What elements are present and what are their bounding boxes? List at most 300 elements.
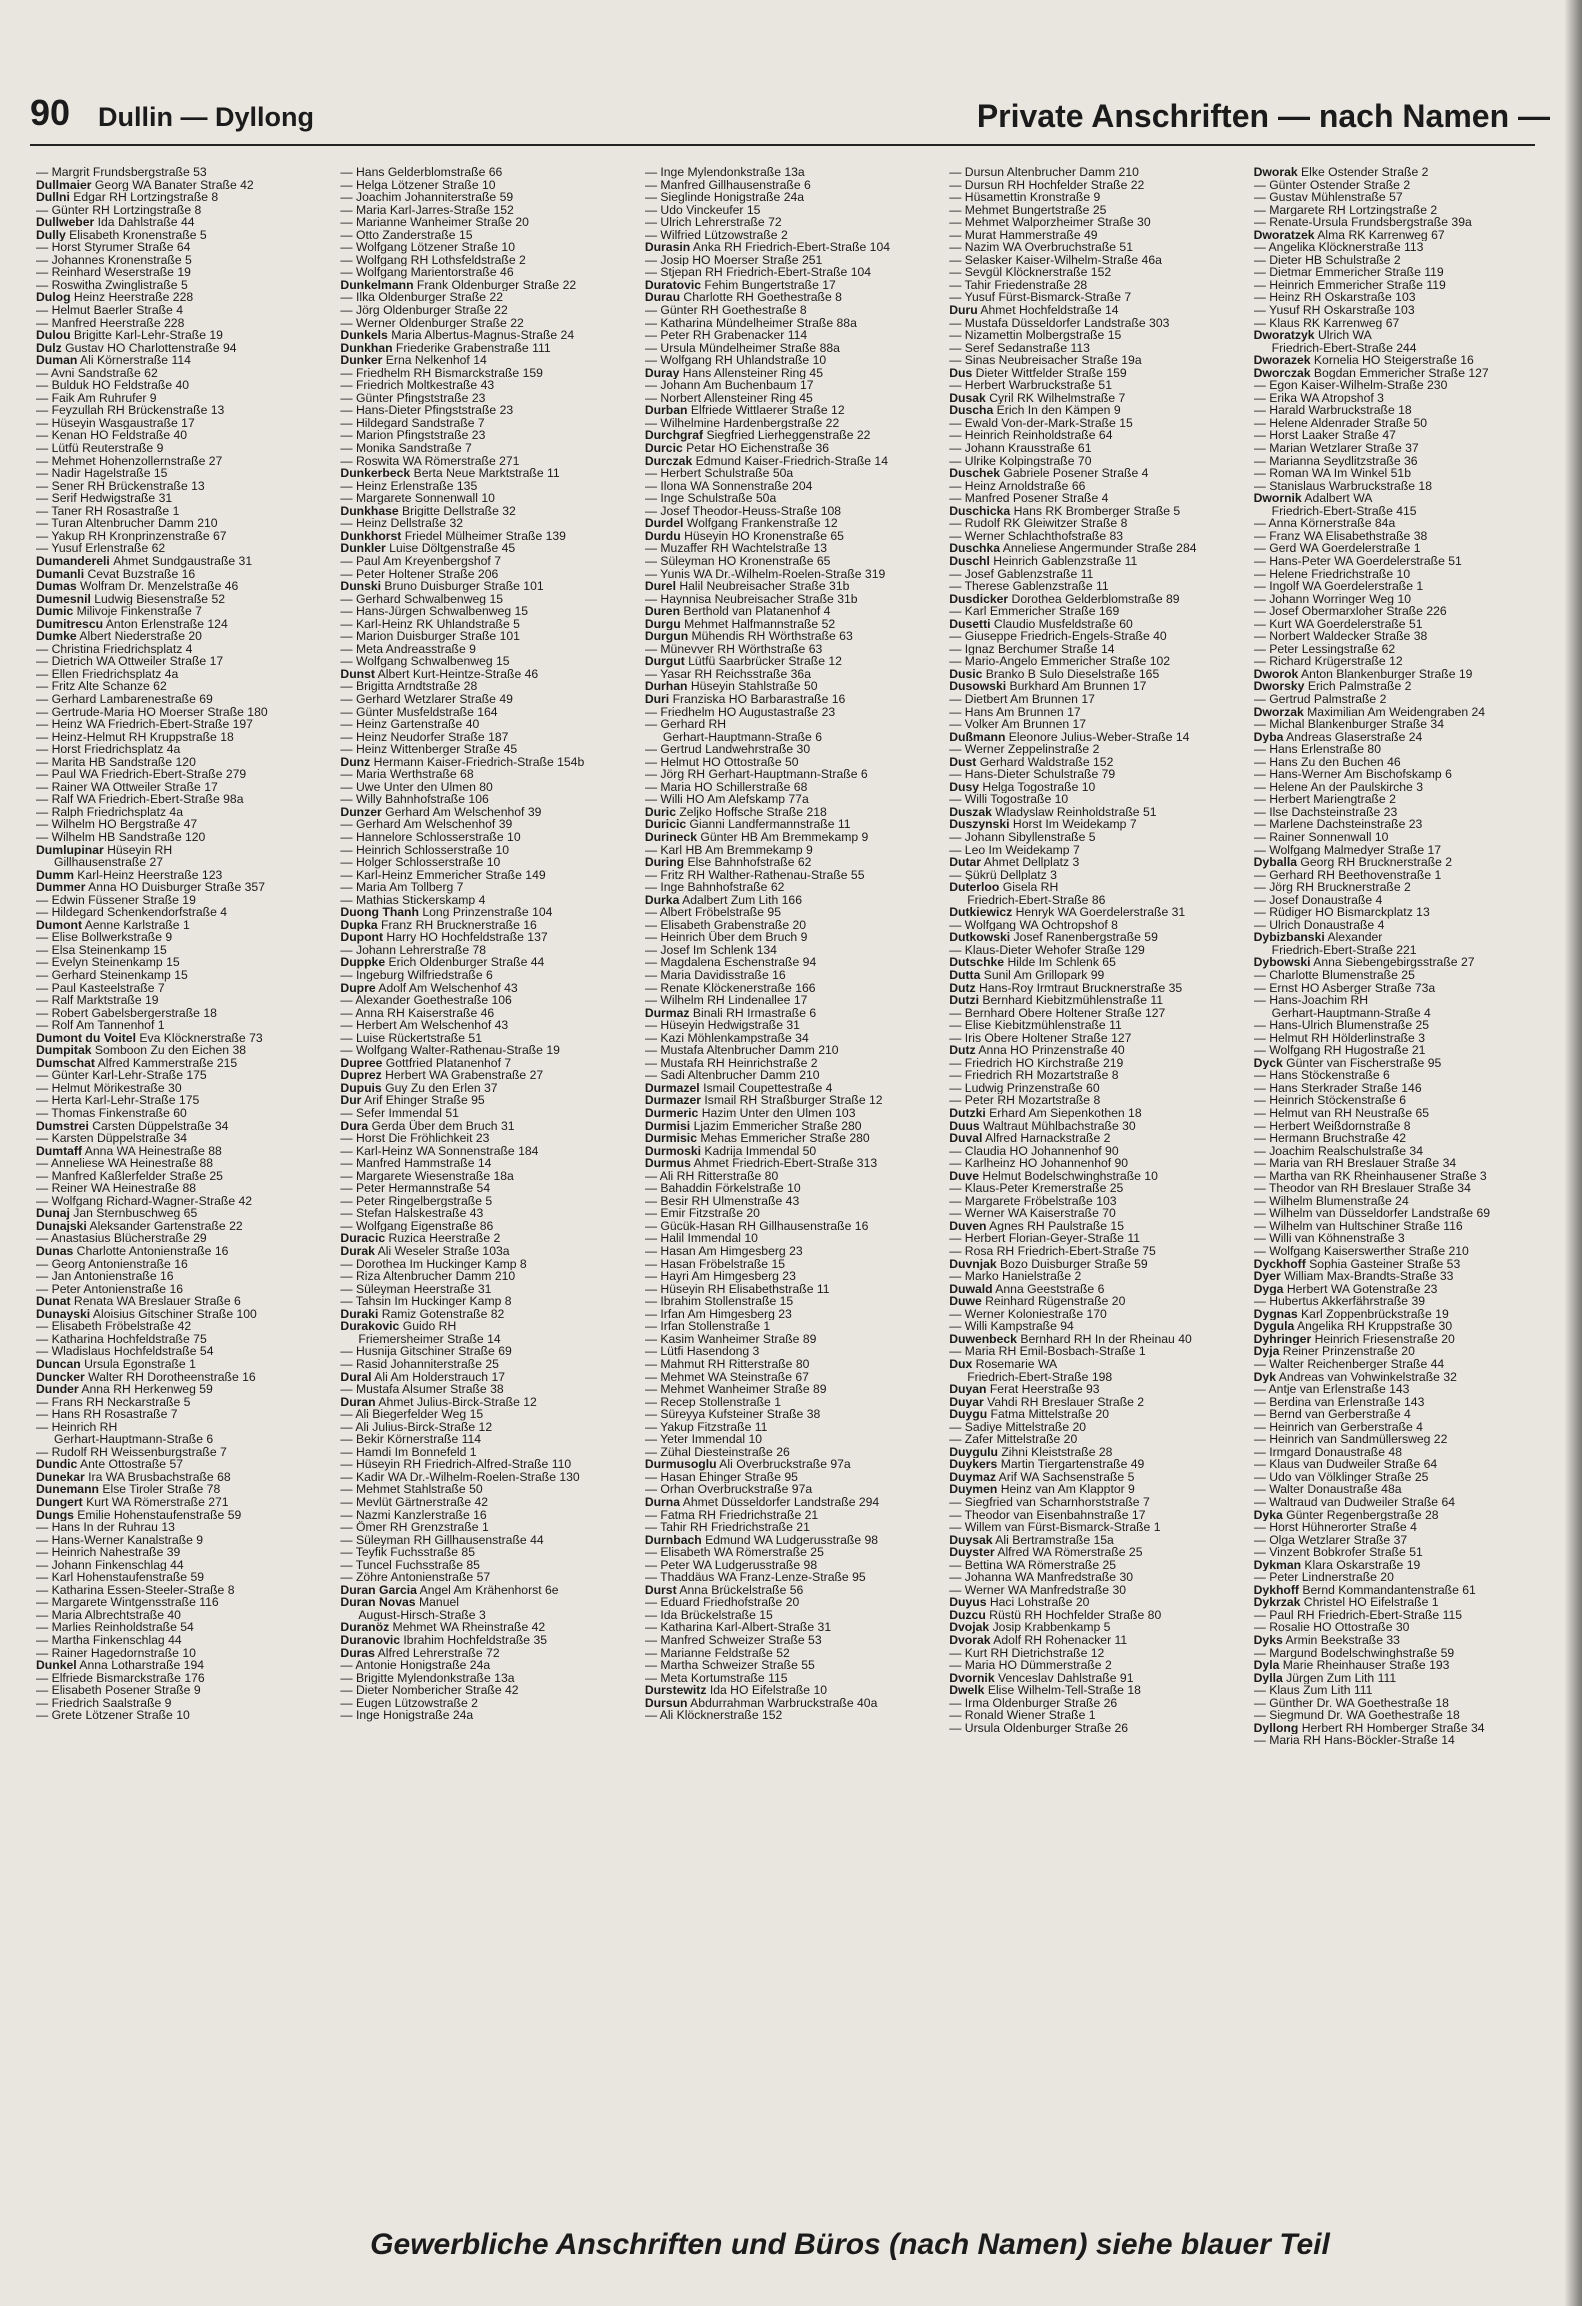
directory-entry (645, 329, 937, 342)
directory-entry (645, 1596, 937, 1609)
directory-entry (645, 1069, 937, 1082)
directory-entry (645, 266, 937, 279)
directory-entry (949, 354, 1241, 367)
repeat-dash: — (644, 1194, 661, 1208)
directory-column-4 (949, 166, 1241, 2226)
directory-entry (36, 1521, 328, 1534)
directory-entry (645, 1132, 937, 1145)
entry-details: Klaus-Dieter Wehofer Straße 129 (964, 943, 1145, 957)
repeat-dash: — (644, 1357, 661, 1371)
entry-details: Renate Klöckenerstraße 166 (660, 981, 816, 995)
repeat-dash: — (1253, 1571, 1270, 1584)
entry-surname: Duraki (340, 1307, 379, 1321)
directory-entry (340, 1509, 632, 1522)
directory-entry (340, 216, 632, 229)
entry-surname: Dutkowski (949, 931, 1011, 944)
repeat-dash: — (644, 467, 661, 480)
directory-entry (1254, 969, 1546, 982)
repeat-dash: — (949, 1144, 965, 1158)
entry-details: Rainer WA Ottweiler Straße 17 (51, 780, 218, 794)
repeat-dash: — (1253, 969, 1270, 982)
directory-entry (1254, 1734, 1546, 1747)
directory-entry (1254, 768, 1546, 781)
directory-entry (645, 1220, 937, 1233)
entry-details: Erhard Am Siepenkothen 18 (985, 1107, 1142, 1120)
entry-details: Bogdan Emmericher Straße 127 (1310, 366, 1489, 380)
entry-surname: Dutta (949, 969, 981, 982)
directory-entry (36, 1270, 328, 1283)
directory-entry (1254, 204, 1546, 217)
directory-entry (1254, 1120, 1546, 1133)
repeat-dash: — (1253, 1621, 1270, 1634)
entry-details: Bernhard RH In der Rheinau 40 (1016, 1332, 1192, 1346)
directory-entry (1254, 680, 1546, 693)
entry-details: Hasan Ehinger Straße 95 (660, 1470, 798, 1484)
entry-details: Karl Emmericher Straße 169 (964, 605, 1120, 618)
directory-entry (36, 1383, 328, 1396)
directory-entry (1254, 806, 1546, 819)
repeat-dash: — (36, 1583, 52, 1597)
entry-details: Joachim Johanniterstraße 59 (355, 191, 514, 204)
entry-details: Iris Obere Holtener Straße 127 (964, 1031, 1132, 1045)
repeat-dash: — (1253, 1383, 1269, 1396)
entry-details: Werner Koloniestraße 170 (964, 1307, 1107, 1321)
repeat-dash: — (1253, 1646, 1270, 1660)
directory-entry (340, 1634, 632, 1647)
entry-details: Karl-Heinz Emmericher Straße 149 (355, 868, 546, 882)
entry-details: Dorothea Gelderblomstraße 89 (1008, 592, 1180, 606)
entry-details: Thaddäus WA Franz-Lenze-Straße 95 (660, 1571, 866, 1584)
directory-entry (36, 844, 328, 857)
entry-details: Herta Karl-Lehr-Straße 175 (51, 1094, 200, 1108)
repeat-dash: — (949, 718, 965, 731)
entry-details: Anna HO Prinzenstraße 40 (975, 1044, 1125, 1057)
entry-details: Maria HO Schillerstraße 68 (660, 780, 808, 794)
entry-details: Inge Honigstraße 24a (355, 1709, 474, 1722)
entry-details: Ilka Oldenburger Straße 22 (355, 291, 503, 305)
entry-details: Gerhard Am Welschenhof 39 (381, 805, 542, 819)
entry-surname: Duric (644, 805, 676, 819)
repeat-dash: — (340, 768, 356, 781)
directory-entry (645, 1371, 937, 1384)
repeat-dash: — (36, 805, 52, 819)
entry-details: Kurt WA Goerdelerstraße 51 (1269, 617, 1423, 631)
entry-details: Werner Zeppelinstraße 2 (964, 743, 1100, 756)
entry-details: Hildegard Sandstraße 7 (355, 416, 485, 430)
directory-entry (340, 517, 632, 530)
entry-details: Marian Wetzlarer Straße 37 (1269, 442, 1419, 455)
entry-details: Wolfgang Malmedyer Straße 17 (1269, 843, 1442, 857)
repeat-dash: — (949, 1420, 965, 1434)
directory-entry (645, 304, 937, 317)
entry-details: Johann Worringer Weg 10 (1269, 592, 1412, 606)
repeat-dash: — (36, 692, 52, 706)
directory-entry (1254, 379, 1546, 392)
directory-entry (645, 1659, 937, 1672)
directory-entry (1254, 1094, 1546, 1107)
directory-entry (645, 1082, 937, 1095)
directory-entry (949, 1621, 1241, 1634)
entry-details: Wolfgang Frankenstraße 12 (683, 517, 838, 530)
entry-details: Ingeburg Wilfriedstraße 6 (355, 969, 493, 982)
repeat-dash: — (1253, 818, 1270, 831)
entry-details: Gillhausenstraße 27 (54, 856, 164, 869)
entry-details: Paul WA Friedrich-Ebert-Straße 279 (51, 768, 247, 781)
repeat-dash: — (340, 1169, 356, 1183)
entry-details: Süleyman HO Kronenstraße 65 (660, 554, 831, 568)
entry-details: Günter HB Am Bremmekamp 9 (696, 830, 869, 844)
entry-details: Sadiye Mittelstraße 20 (964, 1420, 1087, 1434)
repeat-dash: — (36, 1320, 52, 1333)
repeat-dash: — (340, 1696, 356, 1710)
directory-entry (645, 1546, 937, 1559)
entry-details: Sener RH Brückenstraße 13 (51, 479, 205, 493)
repeat-dash: — (949, 166, 965, 179)
repeat-dash: — (1253, 1019, 1270, 1032)
repeat-dash: — (949, 1495, 965, 1509)
entry-details: Karl-Heinz WA Sonnenstraße 184 (355, 1144, 539, 1158)
directory-entry (340, 1521, 632, 1534)
entry-surname: Dunkler (340, 542, 386, 555)
directory-entry (645, 492, 937, 505)
entry-details: Angelika Klöcknerstraße 113 (1268, 241, 1424, 254)
directory-entry (949, 1358, 1241, 1371)
entry-details: Edmund Kaiser-Friedrich-Straße 14 (692, 454, 888, 468)
entry-details: Holger Schlosserstraße 10 (355, 856, 501, 869)
entry-details: Willi Kampstraße 94 (964, 1320, 1074, 1333)
entry-details: Peter Holtener Straße 206 (355, 567, 499, 581)
repeat-dash: — (644, 542, 661, 555)
repeat-dash: — (949, 1006, 965, 1020)
repeat-dash: — (36, 1445, 52, 1459)
repeat-dash: — (949, 379, 965, 392)
entry-details: Katharina Mündelheimer Straße 88a (660, 316, 857, 330)
entry-details: Ralph Friedrichsplatz 4a (51, 805, 183, 819)
entry-surname: Dutar (949, 856, 982, 869)
entry-details: Kasim Wanheimer Straße 89 (660, 1332, 817, 1346)
entry-details: Ali Körnerstraße 114 (77, 354, 191, 367)
entry-details: Heinrich Schlosserstraße 10 (355, 843, 510, 857)
entry-details: Gianni Landfermannstraße 11 (686, 818, 851, 831)
entry-details: Günter Musfeldstraße 164 (355, 705, 498, 719)
directory-entry (645, 1333, 937, 1346)
directory-entry (340, 1283, 632, 1296)
entry-details: Ronald Wiener Straße 1 (964, 1709, 1096, 1722)
entry-details: Helmut van RH Neustraße 65 (1269, 1107, 1430, 1120)
directory-entry (1254, 505, 1546, 518)
entry-details: Rasid Johanniterstraße 25 (355, 1357, 499, 1371)
directory-entry (645, 944, 937, 957)
entry-details: Gottfried Platanenhof 7 (382, 1056, 512, 1070)
entry-details: Mario-Angelo Emmericher Straße 102 (964, 655, 1171, 668)
entry-details: Maximilian Am Weidengraben 24 (1303, 705, 1486, 719)
entry-details: Ira WA Brusbachstraße 68 (84, 1470, 231, 1484)
repeat-dash: — (644, 1295, 661, 1308)
entry-details: Heinrich Emmericher Straße 119 (1269, 278, 1446, 292)
entry-details: Walter RH Dorotheenstraße 16 (84, 1370, 256, 1384)
entry-details: Hans-Werner Am Bischofskamp 6 (1269, 768, 1452, 781)
entry-details: Maria Karl-Jarres-Straße 152 (355, 203, 514, 217)
entry-surname: Dyja (1253, 1345, 1280, 1358)
directory-entry (949, 1483, 1241, 1496)
entry-details: Brigitte Mylendonkstraße 13a (355, 1671, 515, 1685)
entry-details: Hans-Dieter Schulstraße 79 (964, 768, 1116, 781)
entry-details: Frans RH Neckarstraße 5 (51, 1395, 191, 1409)
entry-surname: Dumitrescu (36, 617, 104, 631)
repeat-dash: — (644, 178, 661, 192)
entry-details: Emilie Hohenstaufenstraße 59 (73, 1508, 242, 1522)
directory-entry (949, 919, 1241, 932)
entry-details: Manfred Kaßlerfelder Straße 25 (51, 1169, 223, 1183)
entry-details: Helene Aldenrader Straße 50 (1269, 416, 1428, 430)
directory-entry (1254, 743, 1546, 756)
entry-details: Gerda Über dem Bruch 31 (368, 1119, 515, 1133)
entry-details: Gücük-Hasan RH Gillhausenstraße 16 (660, 1219, 869, 1233)
entry-details: Vinzent Bobkrofer Straße 51 (1269, 1546, 1423, 1559)
repeat-dash: — (949, 203, 965, 217)
repeat-dash: — (36, 203, 52, 217)
entry-details: Petar HO Eichenstraße 36 (682, 442, 830, 455)
directory-entry (645, 1571, 937, 1584)
entry-details: Hans Sterkrader Straße 146 (1269, 1081, 1422, 1095)
repeat-dash: — (340, 818, 356, 831)
repeat-dash: — (36, 1533, 52, 1547)
repeat-dash: — (644, 1182, 661, 1195)
entry-details: Elisabeth Kronenstraße 5 (65, 228, 207, 242)
directory-entry (36, 1007, 328, 1020)
entry-details: Kadir WA Dr.-Wilhelm-Roelen-Straße 130 (355, 1470, 580, 1484)
entry-details: Anneliese WA Heinestraße 88 (50, 1157, 214, 1170)
directory-entry (36, 593, 328, 606)
repeat-dash: — (644, 1546, 661, 1559)
entry-details: Eva Klöcknerstraße 73 (135, 1031, 263, 1045)
directory-entry (949, 668, 1241, 681)
repeat-dash: — (340, 1521, 356, 1534)
entry-details: Recep Stollenstraße 1 (660, 1395, 781, 1409)
repeat-dash: — (36, 893, 52, 907)
directory-entry (340, 1534, 632, 1547)
repeat-dash: — (1253, 1157, 1270, 1170)
entry-details: Ahmet Sundgaustraße 31 (109, 554, 253, 568)
directory-entry (340, 1471, 632, 1484)
entry-details: Egon Kaiser-Wilhelm-Straße 230 (1269, 379, 1448, 392)
entry-details: Jörg RH Brucknerstraße 2 (1269, 881, 1411, 894)
repeat-dash: — (340, 454, 356, 468)
repeat-dash: — (1253, 830, 1270, 844)
directory-entry (340, 982, 632, 995)
repeat-dash: — (644, 203, 661, 217)
repeat-dash: — (1253, 542, 1270, 555)
entry-surname: Duszynski (949, 818, 1010, 831)
entry-details: Muzaffer RH Wachtelstraße 13 (660, 542, 828, 555)
directory-entry (340, 367, 632, 380)
entry-details: Heinz WA Friedrich-Ebert-Straße 197 (51, 718, 253, 731)
entry-details: Hamdi Im Bonnefeld 1 (355, 1445, 477, 1459)
entry-details: Aloisius Gitschiner Straße 100 (90, 1307, 257, 1321)
directory-entry (36, 392, 328, 405)
repeat-dash: — (1253, 1408, 1270, 1421)
directory-entry (949, 1132, 1241, 1145)
directory-entry (36, 379, 328, 392)
repeat-dash: — (340, 442, 356, 455)
directory-entry (949, 718, 1241, 731)
entry-details: Günter van Fischerstraße 95 (1282, 1056, 1442, 1070)
entry-details: Angel Am Krähenhorst 6e (416, 1583, 559, 1597)
entry-details: Wolfram Dr. Menzelstraße 46 (76, 580, 239, 593)
repeat-dash: — (644, 1169, 660, 1183)
repeat-dash: — (1253, 1495, 1270, 1509)
directory-entry (949, 1258, 1241, 1271)
entry-details: Yusuf Fürst-Bismarck-Straße 7 (964, 291, 1132, 305)
directory-entry (340, 342, 632, 355)
entry-surname: Durakovic (340, 1320, 400, 1333)
repeat-dash: — (340, 216, 356, 229)
directory-entry (36, 216, 328, 229)
directory-entry (36, 279, 328, 292)
entry-details: Wolfgang RH Lothsfeldstraße 2 (355, 253, 526, 267)
directory-entry (36, 643, 328, 656)
entry-details: Franz WA Elisabethstraße 38 (1269, 529, 1428, 543)
directory-entry (645, 455, 937, 468)
entry-details: Friederike Grabenstraße 111 (392, 341, 551, 355)
directory-entry (645, 1195, 937, 1208)
repeat-dash: — (1253, 768, 1270, 781)
entry-details: Alexander Goethestraße 106 (355, 994, 512, 1007)
repeat-dash: — (1253, 1533, 1270, 1547)
directory-entry (645, 1270, 937, 1283)
repeat-dash: — (949, 843, 965, 857)
entry-details: Anna Siebengebirgsstraße 27 (1310, 956, 1475, 969)
directory-entry (340, 266, 632, 279)
entry-details: Mehmet Halfmannstraße 52 (680, 617, 836, 631)
directory-entry (340, 1082, 632, 1095)
entry-details: Margarete Sonnenwall 10 (355, 492, 495, 505)
entry-details: Zöhre Antonienstraße 57 (355, 1571, 491, 1584)
repeat-dash: — (644, 554, 661, 568)
entry-surname: Dworazek (1253, 354, 1311, 367)
directory-entry (1254, 944, 1546, 957)
entry-details: Bernd van Gerberstraße 4 (1269, 1408, 1411, 1421)
directory-entry (36, 781, 328, 794)
entry-details: Sevgül Klöcknerstraße 152 (964, 266, 1112, 279)
repeat-dash: — (949, 1709, 965, 1722)
entry-surname: Dupree (340, 1056, 383, 1070)
entry-details: Elfriede Wittlaerer Straße 12 (687, 404, 845, 417)
directory-entry (36, 367, 328, 380)
repeat-dash: — (644, 191, 661, 204)
repeat-dash: — (949, 1094, 965, 1108)
directory-entry (340, 1132, 632, 1145)
entry-details: Rolf Am Tannenhof 1 (51, 1019, 165, 1032)
repeat-dash: — (644, 316, 661, 330)
entry-surname: Dumanli (36, 567, 85, 581)
directory-entry (36, 731, 328, 744)
repeat-dash: — (340, 617, 356, 631)
entry-surname: Duve (949, 1169, 980, 1183)
entry-details: Alfred Harnackstraße 2 (982, 1132, 1111, 1145)
repeat-dash: — (36, 1395, 52, 1409)
repeat-dash: — (644, 881, 661, 894)
entry-details: Reinhard Rügenstraße 20 (981, 1295, 1126, 1308)
directory-entry (949, 254, 1241, 267)
entry-surname: Dyga (1253, 1282, 1284, 1296)
repeat-dash: — (36, 1081, 52, 1095)
directory-entry (36, 1458, 328, 1471)
directory-entry (645, 1396, 937, 1409)
entry-details: Siegfried Lierheggenstraße 22 (703, 429, 871, 443)
entry-details: Anna Körnerstraße 84a (1268, 517, 1396, 530)
directory-entry (36, 1571, 328, 1584)
entry-details: Yusuf Erlenstraße 62 (51, 542, 166, 555)
entry-details: Gertrude-Maria HO Moerser Straße 180 (51, 705, 268, 719)
entry-details: Hermann Bruchstraße 42 (1269, 1132, 1407, 1145)
entry-details: Horst Styrumer Straße 64 (51, 241, 191, 254)
entry-surname: Dusak (949, 391, 986, 405)
directory-entry (949, 1157, 1241, 1170)
entry-surname: Durmisi (644, 1119, 691, 1133)
directory-entry (340, 580, 632, 593)
entry-details: Sophia Gasteiner Straße 53 (1305, 1257, 1461, 1271)
directory-entry (645, 1521, 937, 1534)
entry-details: Maria HO Dümmerstraße 2 (964, 1659, 1112, 1672)
entry-details: Margarete Fröbelstraße 103 (964, 1194, 1117, 1208)
repeat-dash: — (36, 1408, 52, 1421)
directory-entry (36, 668, 328, 681)
entry-details: Magdalena Eschenstraße 94 (660, 956, 817, 969)
entry-details: Irfan Am Himgesberg 23 (660, 1307, 792, 1321)
directory-entry (36, 1044, 328, 1057)
directory-entry (340, 1320, 632, 1333)
directory-entry (645, 1295, 937, 1308)
directory-entry (949, 969, 1241, 982)
directory-entry (645, 806, 937, 819)
entry-details: Martha van RK Rheinhausener Straße 3 (1269, 1169, 1487, 1183)
entry-details: Emir Fitzstraße 20 (660, 1207, 760, 1220)
repeat-dash: — (644, 780, 661, 794)
entry-details: Friedrich HO Kirchstraße 219 (964, 1056, 1124, 1070)
directory-entry (949, 1007, 1241, 1020)
repeat-dash: — (1253, 1169, 1270, 1183)
repeat-dash: — (644, 592, 661, 606)
entry-surname: Duman (36, 354, 78, 367)
entry-details: Feyzullah RH Brückenstraße 13 (51, 404, 225, 417)
directory-entry (36, 1396, 328, 1409)
repeat-dash: — (949, 341, 965, 355)
directory-entry (36, 1496, 328, 1509)
directory-entry (1254, 392, 1546, 405)
entry-details: Kenan HO Feldstraße 40 (51, 429, 188, 443)
repeat-dash: — (340, 203, 356, 217)
repeat-dash: — (949, 479, 965, 493)
entry-details: Else Bahnhofstraße 62 (684, 856, 812, 869)
entry-details: Harald Warbruckstraße 18 (1269, 404, 1412, 417)
directory-entry (1254, 994, 1546, 1007)
entry-details: Paul Kasteelstraße 7 (51, 981, 165, 995)
repeat-dash: — (36, 1684, 52, 1697)
repeat-dash: — (340, 1357, 356, 1371)
entry-details: Andreas Glaserstraße 24 (1283, 730, 1423, 744)
directory-entry (949, 1609, 1241, 1622)
entry-details: Josip Krabbenkamp 5 (989, 1621, 1111, 1634)
directory-entry (949, 1107, 1241, 1120)
entry-details: Heinrich Friesenstraße 20 (1311, 1332, 1455, 1346)
repeat-dash: — (340, 567, 356, 581)
directory-entry (1254, 304, 1546, 317)
repeat-dash: — (1253, 391, 1270, 405)
entry-surname: Duran Garcia (340, 1583, 417, 1597)
page-range-title: Dullin — Dyllong (98, 102, 314, 132)
entry-details: Faik Am Ruhrufer 9 (51, 391, 157, 405)
